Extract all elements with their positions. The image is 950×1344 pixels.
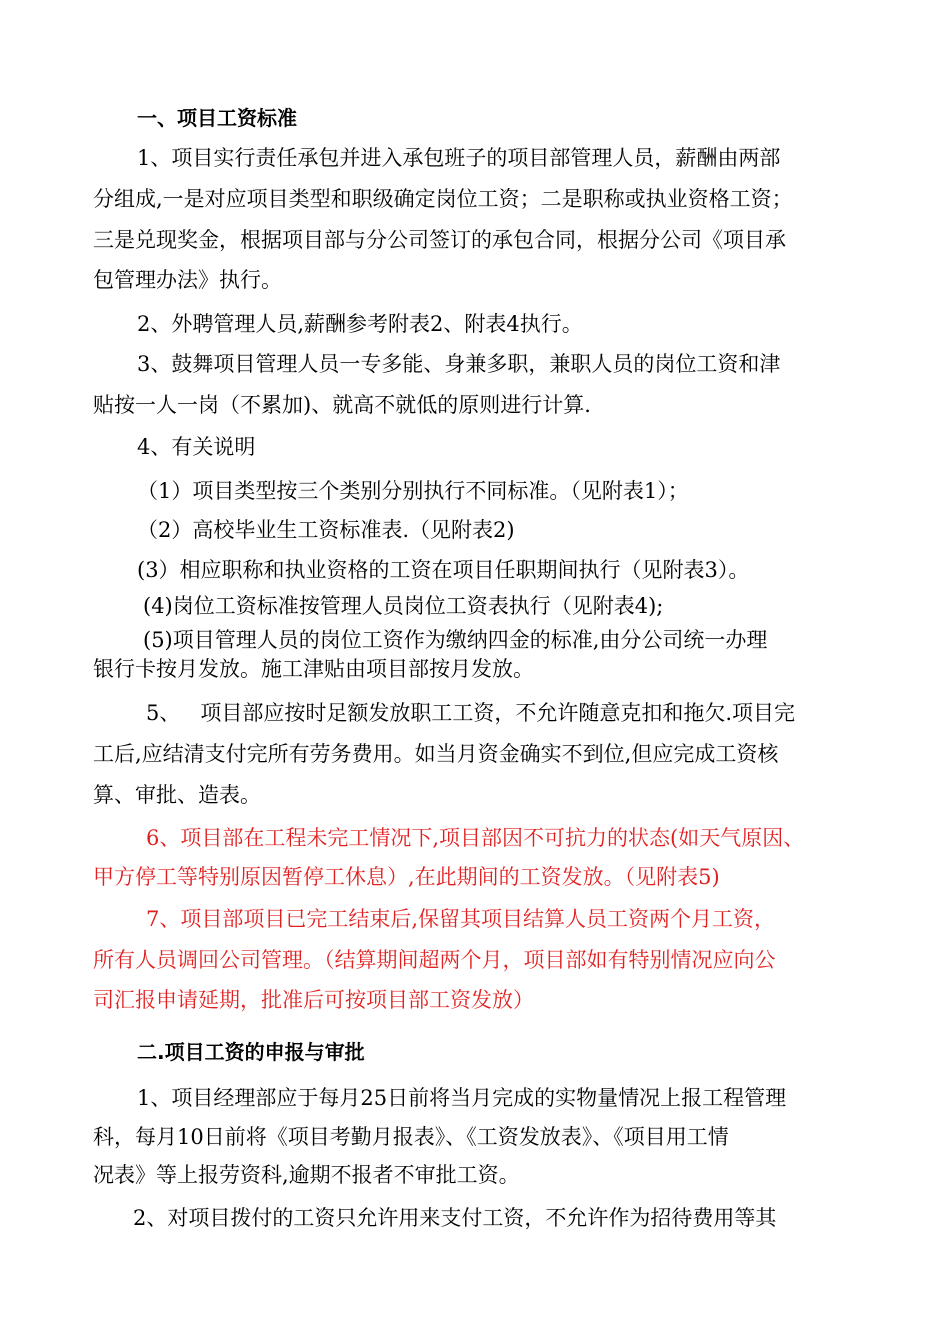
paragraph-line: 1、项目实行责任承包并进入承包班子的项目部管理人员，薪酬由两部 xyxy=(137,146,781,170)
paragraph-line: 2、对项目拨付的工资只允许用来支付工资，不允许作为招待费用等其 xyxy=(133,1206,777,1230)
paragraph-line: 贴按一人一岗（不累加)、就高不就低的原则进行计算. xyxy=(93,393,591,417)
paragraph-line: 算、审批、造表。 xyxy=(93,783,261,807)
notes-heading: 4、有关说明 xyxy=(137,435,256,459)
paragraph-line: 6、项目部在工程未完工情况下,项目部因不可抗力的状态(如天气原因、 xyxy=(146,826,805,850)
paragraph-line: 甲方停工等特别原因暂停工休息）,在此期间的工资发放。（见附表5) xyxy=(93,865,720,889)
paragraph-line: 况表》等上报劳资科,逾期不报者不审批工资。 xyxy=(93,1163,520,1187)
paragraph-line: 2、外聘管理人员,薪酬参考附表2、附表4执行。 xyxy=(137,312,583,336)
paragraph-line: 3、鼓舞项目管理人员一专多能、身兼多职，兼职人员的岗位工资和津 xyxy=(137,352,781,376)
paragraph-line: 银行卡按月发放。施工津贴由项目部按月发放。 xyxy=(93,657,534,681)
section-2-heading: 二.项目工资的申报与审批 xyxy=(137,1040,365,1064)
paragraph-line: (5)项目管理人员的岗位工资作为缴纳四金的标准,由分公司统一办理 xyxy=(143,628,768,652)
note-2: （2）高校毕业生工资标准表.（见附表2) xyxy=(137,518,515,542)
note-1: （1）项目类型按三个类别分别执行不同标准。（见附表1）； xyxy=(137,479,689,503)
paragraph-line: 所有人员调回公司管理。（结算期间超两个月，项目部如有特别情况应向公 xyxy=(93,948,776,972)
paragraph-line: 包管理办法》执行。 xyxy=(93,268,282,292)
paragraph-line: 工后,应结清支付完所有劳务费用。如当月资金确实不到位,但应完成工资核 xyxy=(93,742,779,766)
paragraph-line: 1、项目经理部应于每月25日前将当月完成的实物量情况上报工程管理 xyxy=(137,1086,787,1110)
paragraph-line: 科，每月10日前将《项目考勤月报表》、《工资发放表》、《项目用工情 xyxy=(93,1125,729,1149)
paragraph-line: 7、项目部项目已完工结束后,保留其项目结算人员工资两个月工资， xyxy=(146,907,776,931)
paragraph-line: 司汇报申请延期，批准后可按项目部工资发放） xyxy=(93,988,534,1012)
paragraph-line: 分组成,一是对应项目类型和职级确定岗位工资；二是职称或执业资格工资； xyxy=(93,187,793,211)
paragraph-line: 5、 项目部应按时足额发放职工工资，不允许随意克扣和拖欠.项目完 xyxy=(146,701,796,725)
paragraph-line: 三是兑现奖金，根据项目部与分公司签订的承包合同，根据分公司《项目承 xyxy=(93,228,786,252)
note-4: (4)岗位工资标准按管理人员岗位工资表执行（见附表4); xyxy=(143,594,664,618)
note-3: (3）相应职称和执业资格的工资在项目任职期间执行（见附表3）。 xyxy=(137,558,750,582)
section-1-heading: 一、项目工资标准 xyxy=(137,106,297,130)
